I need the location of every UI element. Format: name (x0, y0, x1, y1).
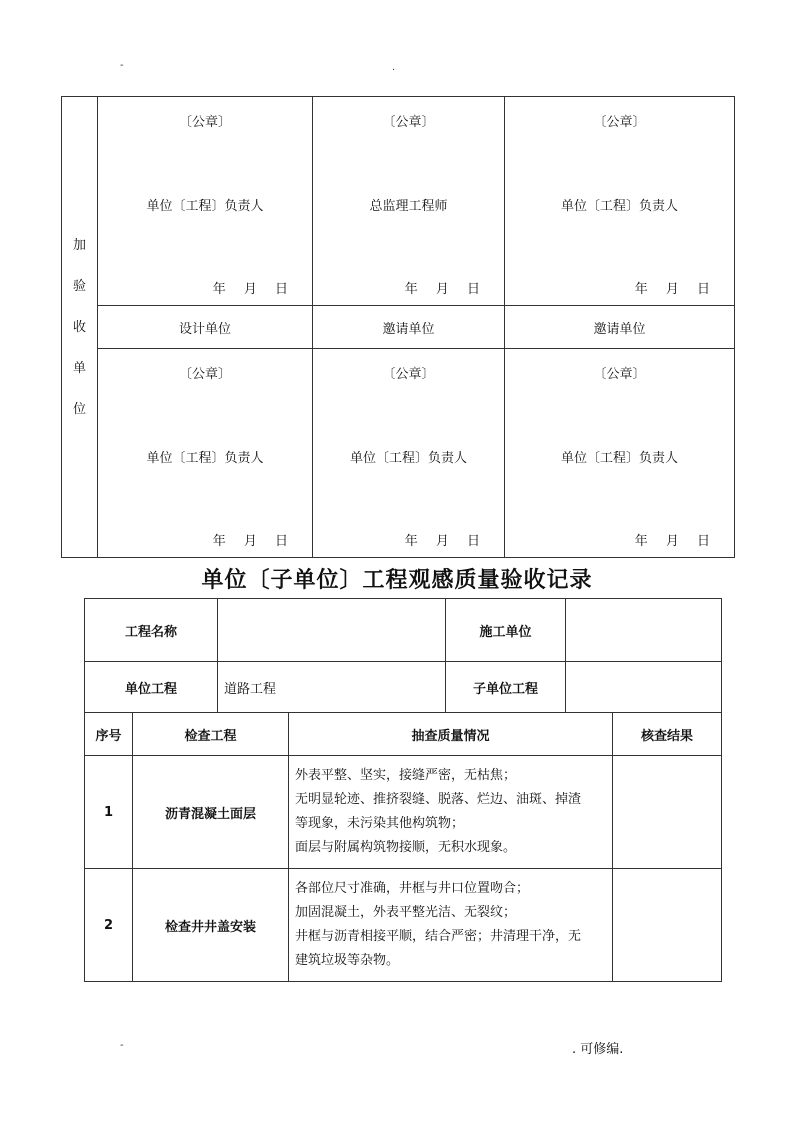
date-label: 年 月 日 (634, 282, 710, 297)
chief-supervisor-label: 总监理工程师 (369, 199, 448, 214)
row-number: 1 (85, 756, 133, 869)
col-header-no: 序号 (85, 713, 133, 756)
signature-cell-invited-2 (505, 349, 735, 558)
date-label: 年 月 日 (212, 282, 288, 297)
footer-editable-note: . 可修编. (572, 1042, 624, 1057)
side-char: 单 (72, 360, 86, 376)
header-mark-left: - (120, 60, 124, 71)
responsible-person-label: 单位〔工程〕负责人 (349, 451, 467, 466)
responsible-person-label: 单位〔工程〕负责人 (560, 451, 678, 466)
unit-project-value: 道路工程 (218, 662, 446, 713)
seal-label: 〔公章〕 (382, 115, 435, 130)
header-mark-mid: . (392, 62, 396, 73)
signature-cell-construction (98, 97, 313, 306)
project-name-value (218, 599, 446, 662)
responsible-person-label: 单位〔工程〕负责人 (146, 451, 264, 466)
row-number: 2 (85, 869, 133, 982)
side-char: 加 (72, 237, 86, 253)
unit-project-label: 单位工程 (85, 662, 218, 713)
seal-label: 〔公章〕 (593, 367, 646, 382)
row-result (613, 756, 722, 869)
col-header-item: 检查工程 (133, 713, 289, 756)
sub-unit-project-value (566, 662, 722, 713)
description-line: 无明显轮迹、推挤裂缝、脱落、烂边、油斑、掉渣 (295, 792, 582, 807)
sub-unit-project-label: 子单位工程 (446, 662, 566, 713)
contractor-label: 施工单位 (446, 599, 566, 662)
col-header-result: 核查结果 (613, 713, 722, 756)
signature-cell-owner (505, 97, 735, 306)
description-line: 井框与沥青相接平顺，结合严密；井清理干净，无 (295, 929, 582, 944)
date-label: 年 月 日 (404, 282, 480, 297)
seal-label: 〔公章〕 (178, 115, 231, 130)
signature-cell-invited-1 (313, 349, 505, 558)
row-result (613, 869, 722, 982)
description-line: 面层与附属构筑物接顺，无积水现象。 (295, 840, 517, 855)
design-unit-header: 设计单位 (98, 306, 313, 349)
col-header-quality: 抽查质量情况 (289, 713, 613, 756)
seal-label: 〔公章〕 (382, 367, 435, 382)
description-line: 建筑垃圾等杂物。 (295, 953, 400, 968)
invited-unit-header: 邀请单位 (505, 306, 735, 349)
date-label: 年 月 日 (212, 534, 288, 549)
signature-table (61, 96, 735, 558)
seal-label: 〔公章〕 (593, 115, 646, 130)
inspection-table (84, 712, 722, 982)
description-line: 各部位尺寸准确，井框与井口位置吻合； (295, 881, 530, 896)
footer-mark-left: - (120, 1040, 124, 1051)
row-quality-description (289, 869, 613, 982)
side-char: 验 (72, 278, 86, 294)
table-row (85, 756, 722, 869)
row-item: 检查井井盖安装 (133, 869, 289, 982)
invited-unit-header: 邀请单位 (313, 306, 505, 349)
date-label: 年 月 日 (634, 534, 710, 549)
table-row (85, 869, 722, 982)
date-label: 年 月 日 (404, 534, 480, 549)
project-name-label: 工程名称 (85, 599, 218, 662)
row-item: 沥青混凝土面层 (133, 756, 289, 869)
description-line: 等现象，未污染其他构筑物； (295, 816, 465, 831)
description-line: 加固混凝土，外表平整光洁、无裂纹； (295, 905, 517, 920)
row-quality-description (289, 756, 613, 869)
responsible-person-label: 单位〔工程〕负责人 (146, 199, 264, 214)
signature-cell-supervision (313, 97, 505, 306)
acceptance-unit-side-label (62, 97, 98, 558)
signature-cell-design (98, 349, 313, 558)
responsible-person-label: 单位〔工程〕负责人 (560, 199, 678, 214)
project-info-table (84, 598, 722, 713)
side-char: 收 (72, 319, 86, 335)
seal-label: 〔公章〕 (178, 367, 231, 382)
document-title: 单位〔子单位〕工程观感质量验收记录 (201, 568, 593, 593)
side-char: 位 (72, 401, 86, 417)
contractor-value (566, 599, 722, 662)
description-line: 外表平整、坚实，接缝严密，无枯焦； (295, 768, 517, 783)
